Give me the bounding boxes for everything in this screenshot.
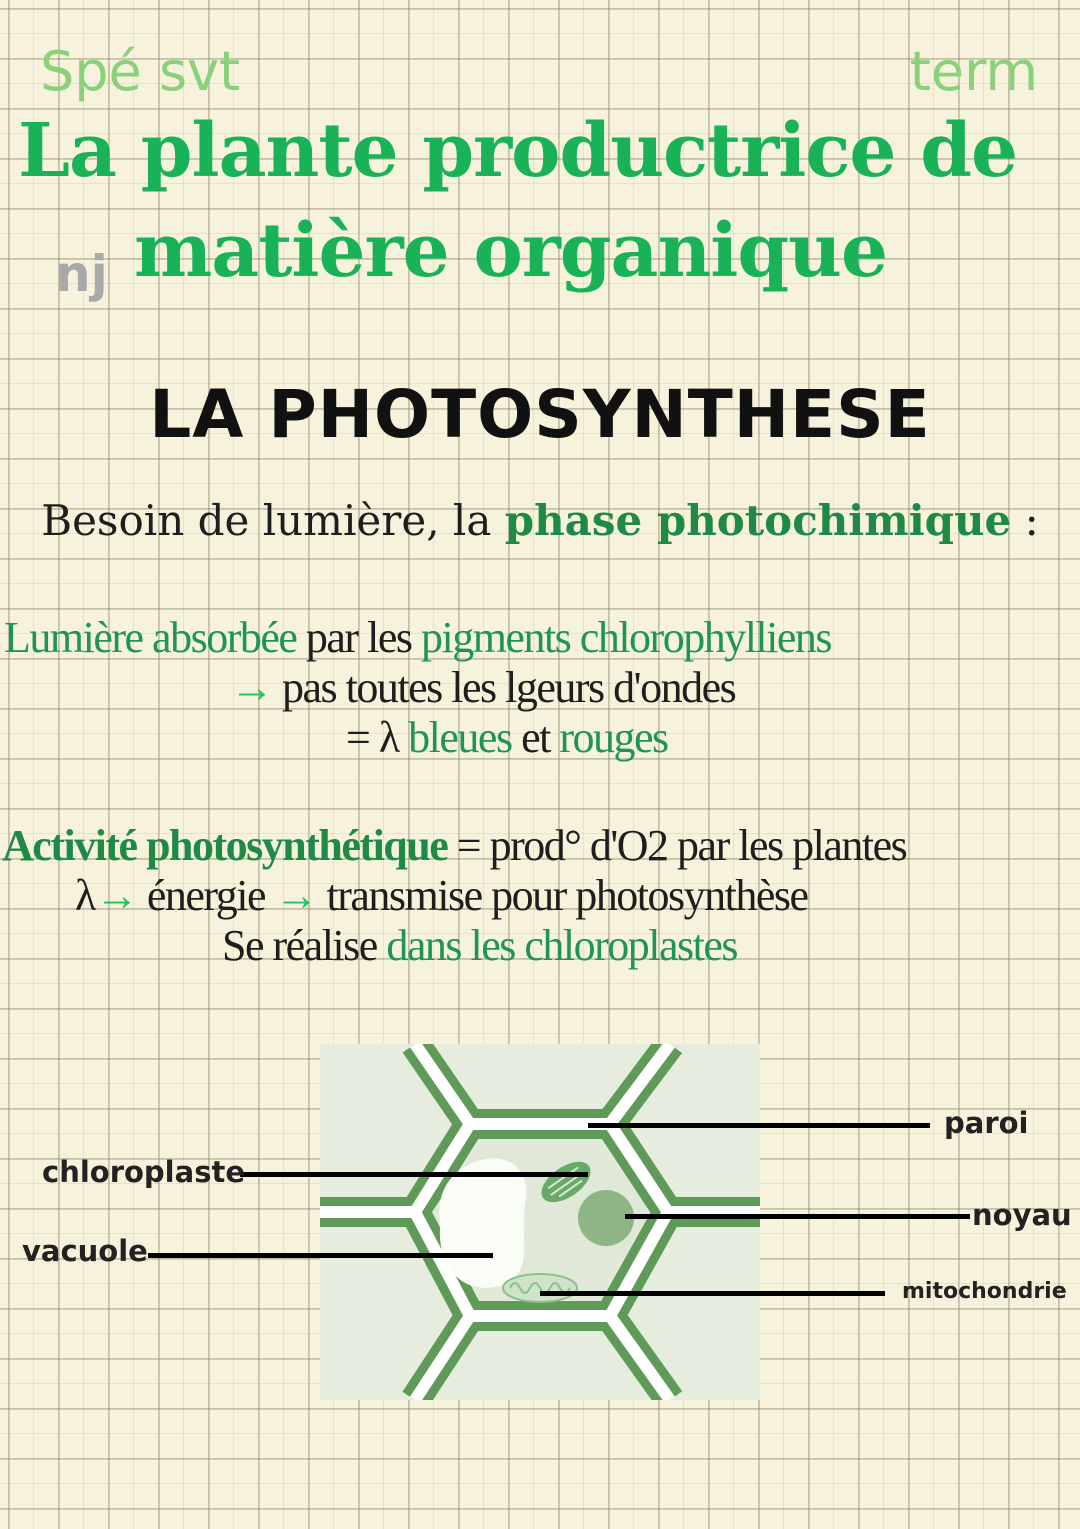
- mitochondrie-leader-line: [540, 1291, 885, 1296]
- absorption-line3: [346, 712, 668, 763]
- mitochondrion: [503, 1274, 577, 1302]
- label-noyau: noyau: [972, 1198, 1072, 1232]
- location-prefix: Se réalise: [222, 921, 387, 970]
- label-mitochondrie: mitochondrie: [902, 1279, 1067, 1304]
- red-wavelengths: rouges: [559, 713, 668, 762]
- page-title-line2: matière organique: [134, 208, 888, 294]
- activity-line2: [75, 870, 808, 921]
- arrow-icon: →: [94, 871, 138, 920]
- photosynthetic-activity: Activité photosynthétique: [2, 821, 448, 870]
- phase-prefix: Besoin de lumière, la: [41, 496, 505, 545]
- lambda-equals: = λ: [346, 713, 409, 762]
- wavelengths-text: pas toutes les lgeurs d'ondes: [282, 663, 736, 712]
- absorption-line2: [230, 662, 735, 713]
- chlorophyll-pigments: pigments chlorophylliens: [420, 613, 832, 662]
- absorption-by: par les: [296, 613, 421, 662]
- absorption-line1: [4, 612, 831, 663]
- activity-line3: [222, 920, 737, 971]
- activity-line1: [2, 820, 906, 871]
- energy-word: énergie: [137, 871, 275, 920]
- vacuole-leader-line: [148, 1253, 493, 1258]
- vacuole: [439, 1158, 526, 1287]
- o2-production: = prod° d'O2 par les plantes: [447, 821, 907, 870]
- chloroplaste-leader-line: [240, 1172, 588, 1177]
- plant-cell-diagram: [320, 1044, 760, 1400]
- level-tag: term: [909, 40, 1038, 103]
- label-paroi: paroi: [944, 1106, 1029, 1140]
- and-word: et: [511, 713, 560, 762]
- chloroplast-location: dans les chloroplastes: [386, 921, 738, 970]
- page-title-line1: La plante productrice de: [18, 108, 1018, 194]
- absorbed-light: Lumière absorbée: [4, 613, 297, 662]
- phase-highlight: phase photochimique: [504, 496, 1012, 545]
- arrow-icon: →: [274, 871, 318, 920]
- section-title: LA PHOTOSYNTHESE: [149, 376, 931, 453]
- label-vacuole: vacuole: [22, 1234, 148, 1268]
- arrow-icon: →: [230, 663, 273, 712]
- phase-suffix: :: [1011, 496, 1039, 545]
- noyau-leader-line: [625, 1214, 970, 1219]
- blue-wavelengths: bleues: [408, 713, 512, 762]
- subject-tag: Spé svt: [40, 40, 241, 103]
- phase-line: [0, 496, 1080, 545]
- lambda-symbol: λ: [75, 871, 95, 920]
- paroi-leader-line: [588, 1123, 930, 1128]
- label-chloroplaste: chloroplaste: [42, 1155, 245, 1189]
- author-initials: nj: [55, 245, 108, 303]
- transmission-text: transmise pour photosynthèse: [317, 871, 808, 920]
